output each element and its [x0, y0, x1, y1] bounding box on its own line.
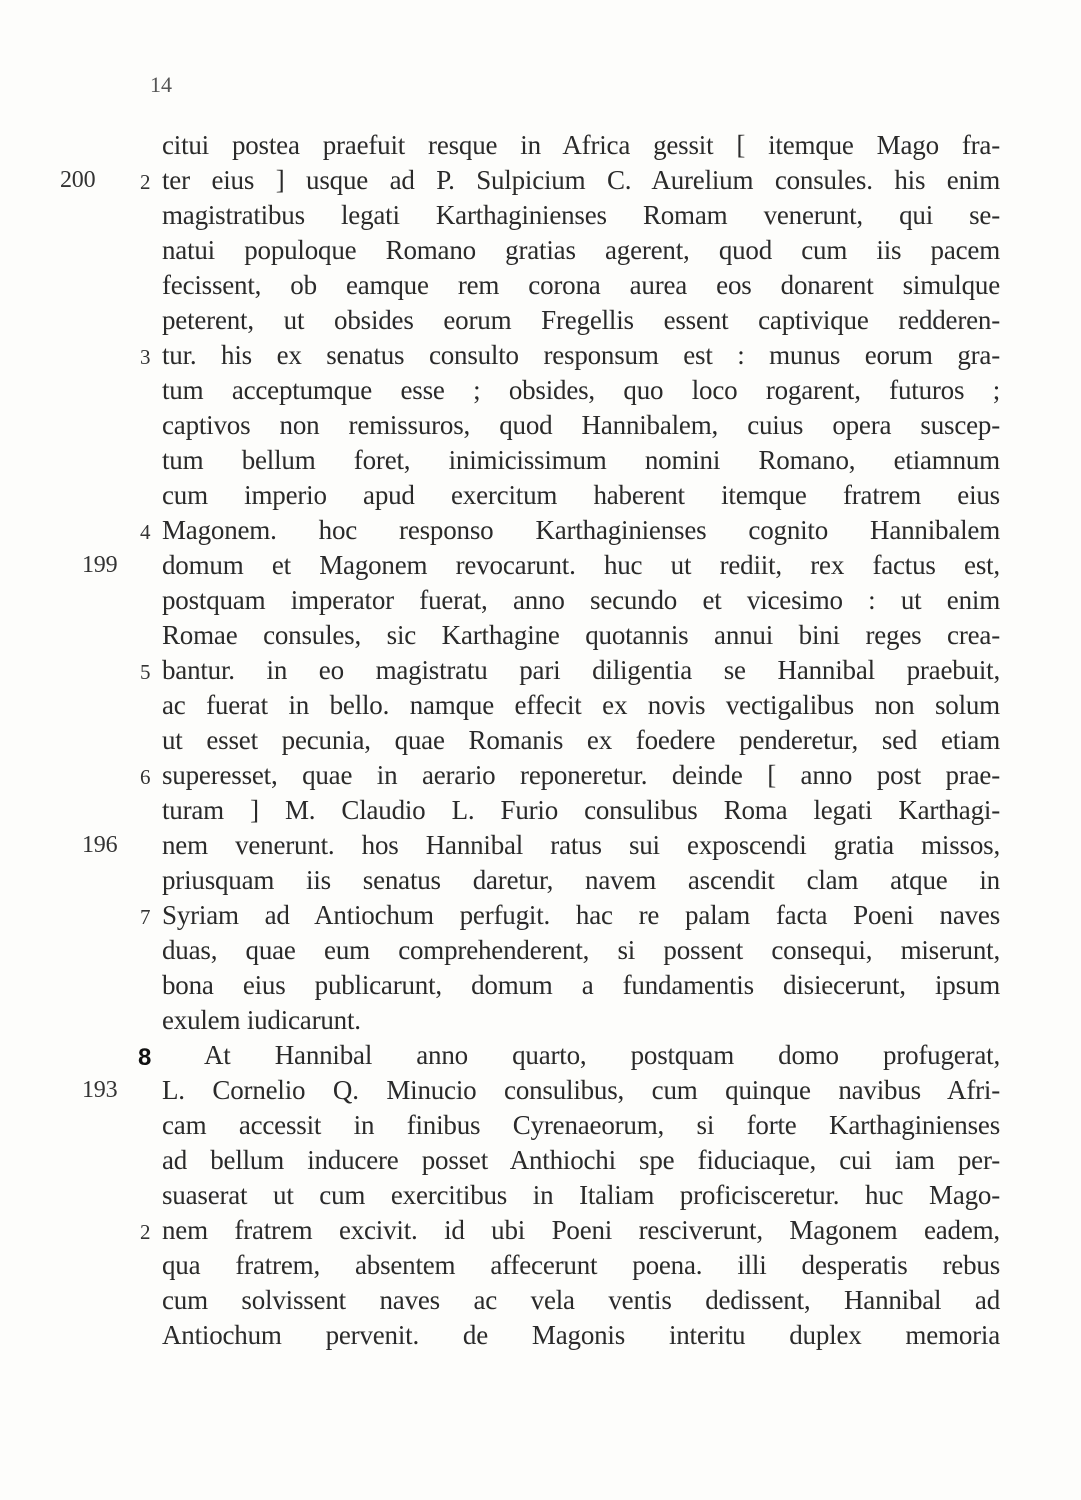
text-line	[162, 793, 1000, 828]
text-line	[162, 1248, 1000, 1283]
text-line	[162, 303, 1000, 338]
section-number: 3	[140, 345, 151, 369]
text-line	[82, 828, 1000, 863]
text-line	[162, 1003, 1000, 1038]
line-text: turam ] M. Claudio L. Furio consulibus Roma legati Karthagi-	[162, 795, 1000, 825]
text-line	[162, 968, 1000, 1003]
text-line	[140, 653, 1000, 688]
section-number: 7	[140, 905, 151, 929]
line-text: ut esset pecunia, quae Romanis ex foedere penderetur, sed etiam	[162, 725, 1000, 755]
line-text: cum imperio apud exercitum haberent itemque fratrem eius	[162, 480, 1000, 510]
line-text: ter eius ] usque ad P. Sulpicium C. Aurelium consules. his enim	[162, 165, 1000, 195]
line-text: qua fratrem, absentem affecerunt poena. illi desperatis rebus	[162, 1250, 1000, 1280]
text-line	[162, 1283, 1000, 1318]
text-line	[162, 618, 1000, 653]
line-text: Magonem. hoc responso Karthaginienses cognito Hannibalem	[162, 515, 1000, 545]
margin-year: 199	[82, 552, 118, 578]
text-line	[162, 198, 1000, 233]
text-line	[162, 233, 1000, 268]
margin-year: 196	[82, 832, 118, 858]
section-number: 4	[140, 520, 151, 544]
line-text: tum bellum foret, inimicissimum nomini Romano, etiamnum	[162, 445, 1000, 475]
line-text: priusquam iis senatus daretur, navem ascendit clam atque in	[162, 865, 1000, 895]
line-text: nem venerunt. hos Hannibal ratus sui exposcendi gratia missos,	[162, 830, 1000, 860]
line-text: tur. his ex senatus consulto responsum est : munus eorum gra-	[162, 340, 1000, 370]
chapter-number: 8	[138, 1044, 152, 1071]
text-line	[140, 513, 1000, 548]
line-text: tum acceptumque esse ; obsides, quo loco rogarent, futuros ;	[162, 375, 1000, 405]
text-line	[162, 1143, 1000, 1178]
text-line	[162, 408, 1000, 443]
line-text: domum et Magonem revocarunt. huc ut rediit, rex factus est,	[162, 550, 1000, 580]
line-text: bona eius publicarunt, domum a fundamentis disiecerunt, ipsum	[162, 970, 1000, 1000]
line-text: peterent, ut obsides eorum Fregellis essent captivique redderen-	[162, 305, 1000, 335]
section-number: 2	[140, 1220, 151, 1244]
line-text: exulem iudicarunt.	[162, 1005, 361, 1035]
text-line	[82, 1073, 1000, 1108]
margin-year: 193	[82, 1077, 118, 1103]
text-line	[162, 933, 1000, 968]
line-text: postquam imperator fuerat, anno secundo et vicesimo : ut enim	[162, 585, 1000, 615]
line-text: captivos non remissuros, quod Hannibalem, cuius opera suscep-	[162, 410, 1000, 440]
text-line	[162, 478, 1000, 513]
text-line	[162, 1108, 1000, 1143]
text-line	[140, 338, 1000, 373]
section-number: 6	[140, 765, 151, 789]
text-line	[162, 1178, 1000, 1213]
text-line	[82, 548, 1000, 583]
line-text: natui populoque Romano gratias agerent, quod cum iis pacem	[162, 235, 1000, 265]
line-text: At Hannibal anno quarto, postquam domo profugerat,	[204, 1040, 1000, 1070]
line-text: magistratibus legati Karthaginienses Romam venerunt, qui se-	[162, 200, 1000, 230]
line-text: L. Cornelio Q. Minucio consulibus, cum quinque navibus Afri-	[162, 1075, 1000, 1105]
line-text: ad bellum inducere posset Anthiochi spe fiduciaque, cui iam per-	[162, 1145, 1000, 1175]
text-line	[162, 723, 1000, 758]
text-line	[138, 1038, 1000, 1073]
line-text: citui postea praefuit resque in Africa gessit [ itemque Mago fra-	[162, 130, 1000, 160]
text-line	[162, 1318, 1000, 1353]
text-line	[162, 688, 1000, 723]
text-line	[60, 163, 1000, 198]
line-text: suaserat ut cum exercitibus in Italiam proficisceretur. huc Mago-	[162, 1180, 1000, 1210]
text-line	[162, 863, 1000, 898]
line-text: cum solvissent naves ac vela ventis dedissent, Hannibal ad	[162, 1285, 1000, 1315]
text-line	[162, 373, 1000, 408]
body-text	[60, 128, 1000, 1353]
line-text: duas, quae eum comprehenderent, si possent consequi, miserunt,	[162, 935, 1000, 965]
section-number: 2	[140, 170, 151, 194]
text-line	[140, 758, 1000, 793]
text-line	[140, 898, 1000, 933]
section-number: 5	[140, 660, 151, 684]
margin-year: 200	[60, 167, 96, 193]
line-text: Romae consules, sic Karthagine quotannis annui bini reges crea-	[162, 620, 1000, 650]
text-line	[140, 1213, 1000, 1248]
line-text: ac fuerat in bello. namque effecit ex novis vectigalibus non solum	[162, 690, 1000, 720]
text-line	[162, 128, 1000, 163]
line-text: superesset, quae in aerario reponeretur. deinde [ anno post prae-	[162, 760, 1000, 790]
line-text: cam accessit in finibus Cyrenaeorum, si forte Karthaginienses	[162, 1110, 1000, 1140]
line-text: bantur. in eo magistratu pari diligentia se Hannibal praebuit,	[162, 655, 1000, 685]
line-text: fecissent, ob eamque rem corona aurea eos donarent simulque	[162, 270, 1000, 300]
text-line	[162, 268, 1000, 303]
line-text: Syriam ad Antiochum perfugit. hac re palam facta Poeni naves	[162, 900, 1000, 930]
line-text: nem fratrem excivit. id ubi Poeni resciverunt, Magonem eadem,	[162, 1215, 1000, 1245]
text-line	[162, 583, 1000, 618]
line-text: Antiochum pervenit. de Magonis interitu duplex memoria	[162, 1320, 1000, 1350]
text-line	[162, 443, 1000, 478]
page-number: 14	[150, 72, 172, 97]
